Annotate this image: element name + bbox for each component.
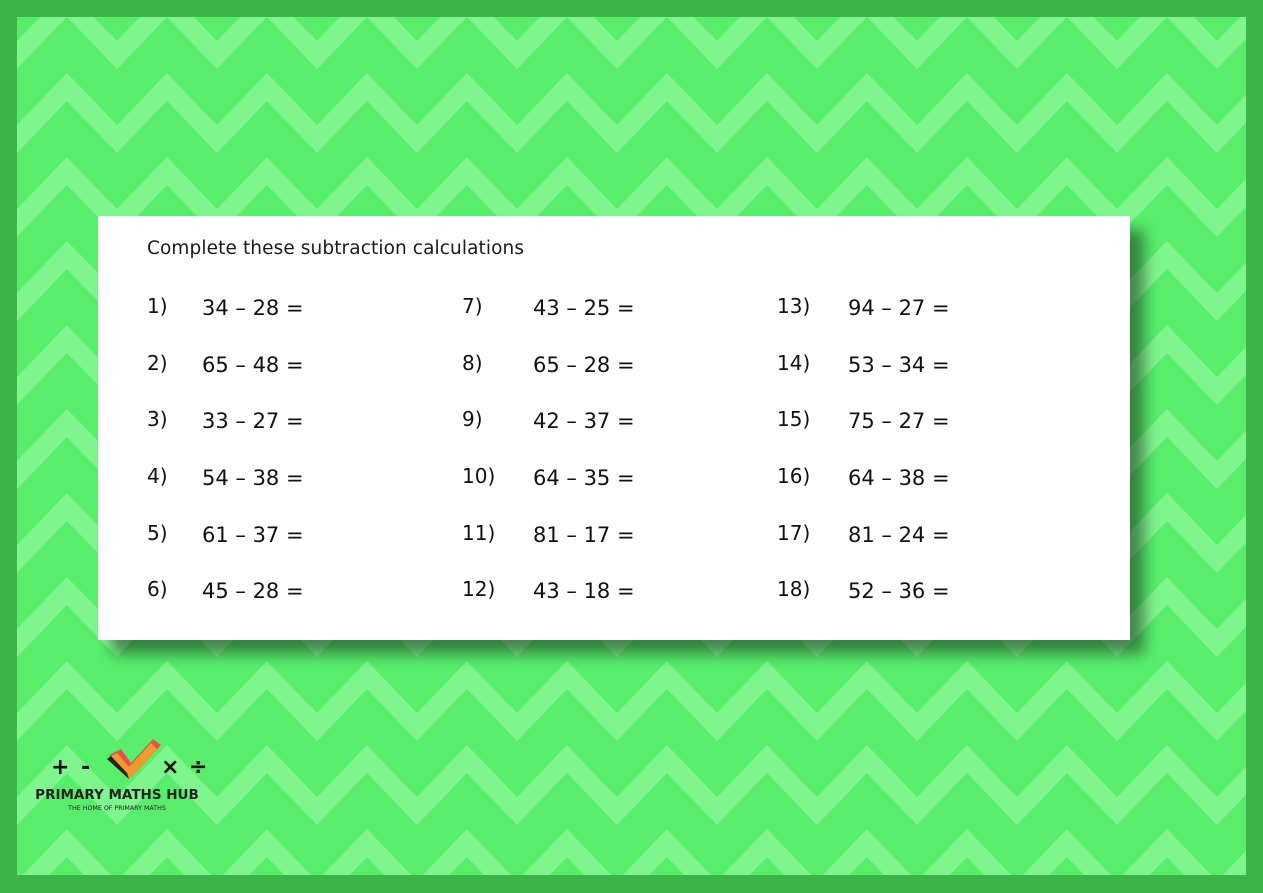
primary-maths-hub-logo (29, 735, 209, 835)
question-expression: 64 – 35 = (533, 466, 635, 490)
question-number: 12) (462, 577, 496, 601)
question-expression: 94 – 27 = (848, 296, 950, 320)
question-expression: 64 – 38 = (848, 466, 950, 490)
question-expression: 81 – 24 = (848, 523, 950, 547)
question-number: 17) (777, 521, 811, 545)
minus-icon: - (81, 755, 91, 780)
plus-icon: + (51, 755, 70, 780)
question-number: 14) (777, 351, 811, 375)
question-expression: 43 – 18 = (533, 579, 635, 603)
question-expression: 43 – 25 = (533, 296, 635, 320)
question-expression: 75 – 27 = (848, 409, 950, 433)
multiply-icon: × (161, 755, 180, 780)
question-expression: 65 – 28 = (533, 353, 635, 377)
question-number: 6) (147, 577, 168, 601)
worksheet-heading: Complete these subtraction calculations (147, 238, 525, 259)
question-number: 13) (777, 294, 811, 318)
question-number: 5) (147, 521, 168, 545)
question-number: 15) (777, 407, 811, 431)
question-number: 11) (462, 521, 496, 545)
question-expression: 33 – 27 = (202, 409, 304, 433)
logo-tagline: THE HOME OF PRIMARY MATHS (68, 805, 166, 812)
question-expression: 81 – 17 = (533, 523, 635, 547)
question-number: 7) (462, 294, 483, 318)
question-expression: 54 – 38 = (202, 466, 304, 490)
question-number: 18) (777, 577, 811, 601)
question-expression: 53 – 34 = (848, 353, 950, 377)
logo-brand-name: PRIMARY MATHS HUB (35, 787, 199, 803)
question-expression: 45 – 28 = (202, 579, 304, 603)
question-expression: 42 – 37 = (533, 409, 635, 433)
question-number: 8) (462, 351, 483, 375)
question-number: 4) (147, 464, 168, 488)
question-expression: 52 – 36 = (848, 579, 950, 603)
question-expression: 61 – 37 = (202, 523, 304, 547)
question-expression: 34 – 28 = (202, 296, 304, 320)
question-number: 16) (777, 464, 811, 488)
worksheet-card (98, 216, 1130, 640)
divide-icon: ÷ (189, 755, 208, 780)
question-number: 3) (147, 407, 168, 431)
question-number: 10) (462, 464, 496, 488)
question-number: 9) (462, 407, 483, 431)
checkmark-icon (101, 735, 163, 783)
question-number: 1) (147, 294, 168, 318)
question-expression: 65 – 48 = (202, 353, 304, 377)
question-number: 2) (147, 351, 168, 375)
